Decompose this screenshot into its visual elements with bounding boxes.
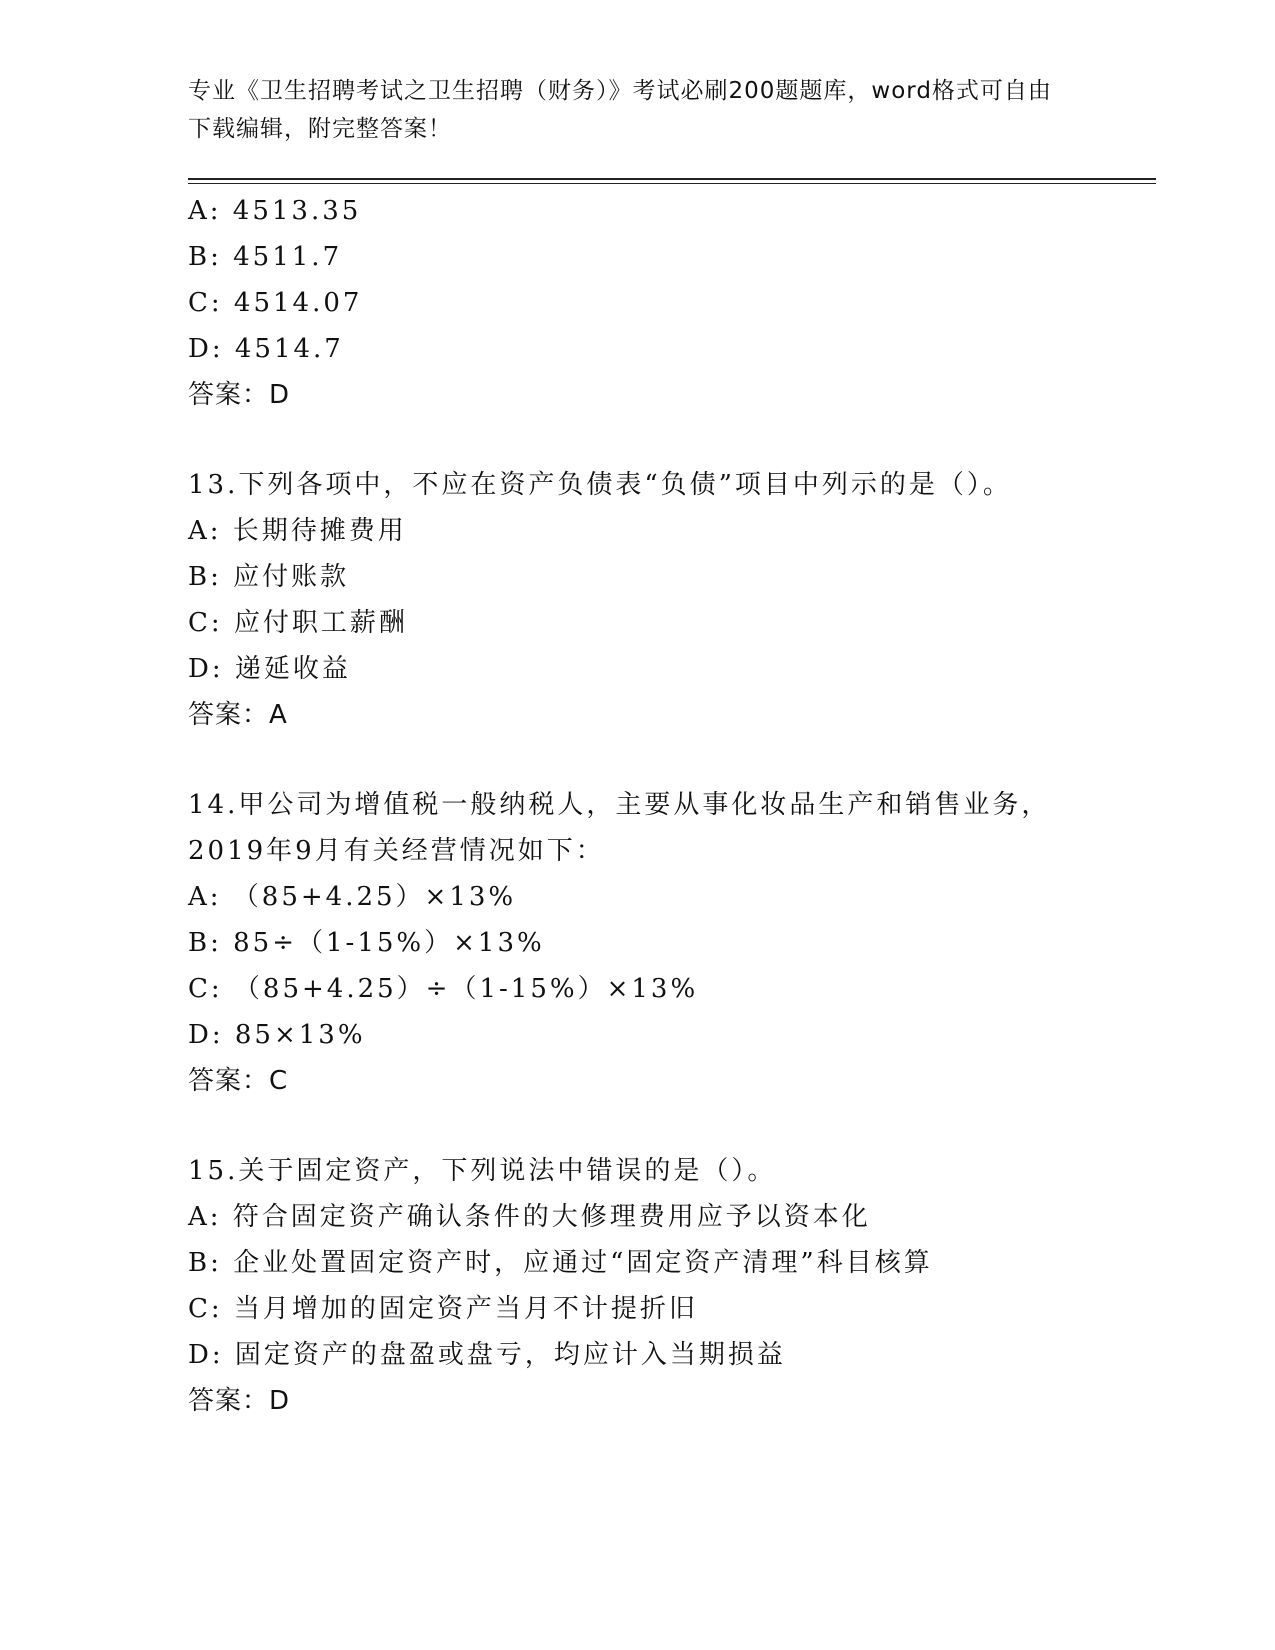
answer-line: 答案：D — [188, 1386, 291, 1416]
option-c: C: 4514.07 — [188, 288, 363, 318]
answer-line: 答案：D — [188, 380, 291, 410]
option-d: D: 85×13% — [188, 1020, 366, 1050]
option-c: C: （85+4.25）÷（1-15%）×13% — [188, 974, 699, 1004]
option-c: C: 当月增加的固定资产当月不计提折旧 — [188, 1294, 698, 1324]
question-14 — [188, 782, 1156, 1104]
question-stem: 13.下列各项中，不应在资产负债表“负债”项目中列示的是（）。 — [188, 470, 1012, 500]
question-stem: 15.关于固定资产，下列说法中错误的是（）。 — [188, 1156, 777, 1186]
option-a: A: 符合固定资产确认条件的大修理费用应予以资本化 — [188, 1202, 871, 1232]
header-divider-thin — [188, 183, 1156, 184]
option-d: D: 固定资产的盘盈或盘亏，均应计入当期损益 — [188, 1340, 786, 1370]
option-d: D: 4514.7 — [188, 334, 344, 364]
header-divider-thick — [188, 178, 1156, 180]
question-15 — [188, 1148, 1156, 1424]
answer-line: 答案：C — [188, 1066, 289, 1096]
option-a: A: 长期待摊费用 — [188, 516, 407, 546]
question-12 — [188, 188, 1156, 418]
option-b: B: 85÷（1-15%）×13% — [188, 928, 545, 958]
option-a: A: （85+4.25）×13% — [188, 882, 517, 912]
option-b: B: 企业处置固定资产时，应通过“固定资产清理”科目核算 — [188, 1248, 933, 1278]
document-header: 专业《卫生招聘考试之卫生招聘（财务）》考试必刷200题题库，word格式可自由下载编辑，附完整答案！ — [188, 78, 1052, 142]
question-stem-line-2: 2019年9月有关经营情况如下： — [188, 836, 605, 866]
option-a: A: 4513.35 — [188, 196, 362, 226]
option-d: D: 递延收益 — [188, 654, 351, 684]
option-b: B: 4511.7 — [188, 242, 343, 272]
question-stem-line-1: 14.甲公司为增值税一般纳税人，主要从事化妆品生产和销售业务， — [188, 790, 1051, 820]
answer-line: 答案：A — [188, 700, 288, 730]
document-body — [188, 188, 1156, 1424]
question-13 — [188, 462, 1156, 738]
option-b: B: 应付账款 — [188, 562, 350, 592]
option-c: C: 应付职工薪酬 — [188, 608, 408, 638]
